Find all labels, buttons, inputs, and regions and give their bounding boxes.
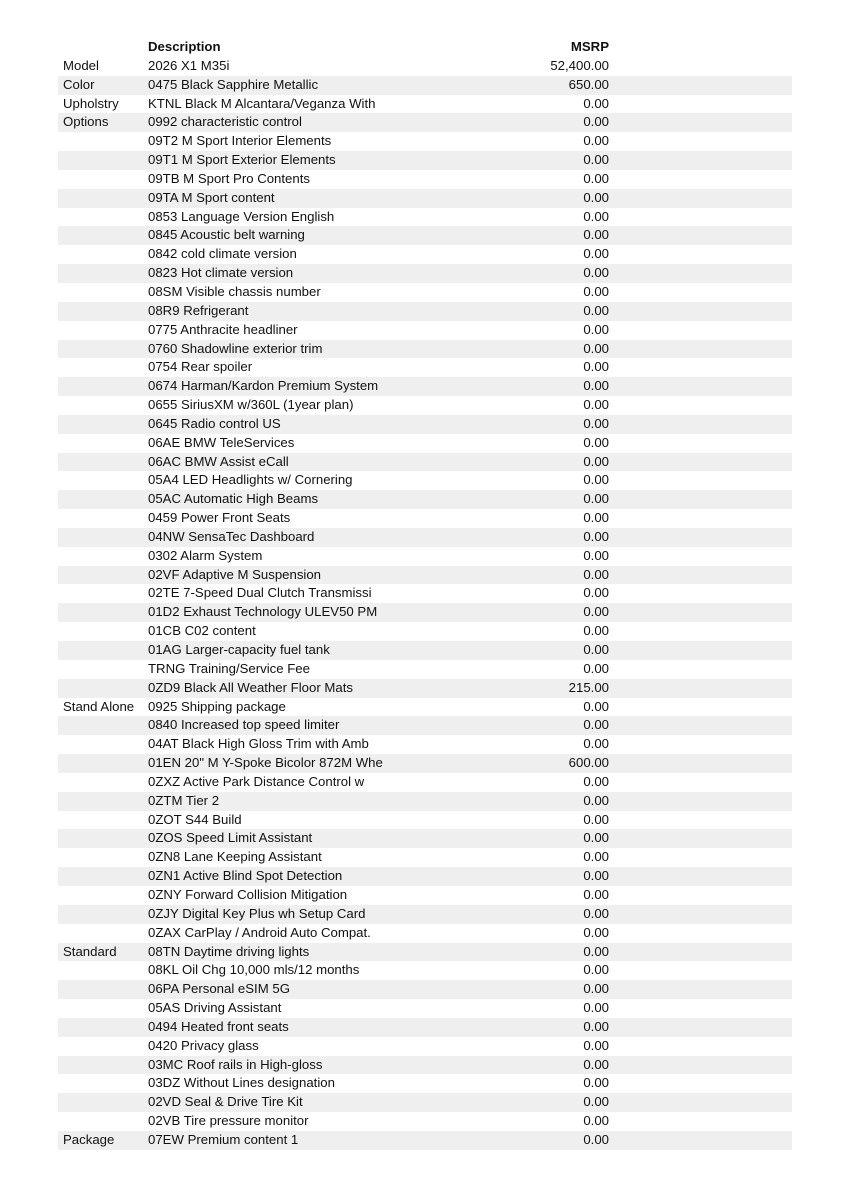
msrp-cell: 0.00 xyxy=(583,491,609,507)
table-row xyxy=(58,1037,792,1056)
msrp-cell: 0.00 xyxy=(583,528,609,544)
msrp-cell: 0.00 xyxy=(583,1037,609,1053)
description-cell: 0420 Privacy glass xyxy=(148,1037,259,1053)
msrp-cell: 0.00 xyxy=(583,943,609,959)
msrp-cell: 0.00 xyxy=(583,359,609,375)
table-row xyxy=(58,811,792,830)
description-cell: 0925 Shipping package xyxy=(148,698,286,714)
table-row xyxy=(58,1093,792,1112)
msrp-cell: 0.00 xyxy=(583,1075,609,1091)
description-cell: 02VD Seal & Drive Tire Kit xyxy=(148,1094,303,1110)
table-row xyxy=(58,189,792,208)
description-cell: 0ZN1 Active Blind Spot Detection xyxy=(148,868,343,884)
table-row xyxy=(58,434,792,453)
msrp-cell: 0.00 xyxy=(583,133,609,149)
table-row xyxy=(58,603,792,622)
description-cell: 01CB C02 content xyxy=(148,623,256,639)
description-cell: 09T2 M Sport Interior Elements xyxy=(148,133,332,149)
msrp-cell: 0.00 xyxy=(583,170,609,186)
table-row xyxy=(58,566,792,585)
msrp-cell: 0.00 xyxy=(583,981,609,997)
table-row xyxy=(58,321,792,340)
table-row xyxy=(58,283,792,302)
description-cell: 0674 Harman/Kardon Premium System xyxy=(148,378,379,394)
table-row xyxy=(58,584,792,603)
msrp-cell: 0.00 xyxy=(583,189,609,205)
description-cell: 09TB M Sport Pro Contents xyxy=(148,170,310,186)
description-cell: 03DZ Without Lines designation xyxy=(148,1075,335,1091)
description-cell: 0ZN8 Lane Keeping Assistant xyxy=(148,849,322,865)
table-row xyxy=(58,867,792,886)
table-row xyxy=(58,528,792,547)
msrp-cell: 0.00 xyxy=(583,378,609,394)
description-cell: 04AT Black High Gloss Trim with Amb xyxy=(148,736,369,752)
description-cell: 09TA M Sport content xyxy=(148,189,275,205)
table-row xyxy=(58,886,792,905)
msrp-cell: 0.00 xyxy=(583,1094,609,1110)
description-cell: 08SM Visible chassis number xyxy=(148,283,321,299)
table-row xyxy=(58,622,792,641)
msrp-cell: 215.00 xyxy=(568,679,609,695)
description-cell: 02VB Tire pressure monitor xyxy=(148,1113,309,1129)
description-cell: 0ZOT S44 Build xyxy=(148,811,242,827)
msrp-cell: 0.00 xyxy=(583,792,609,808)
table-row xyxy=(58,848,792,867)
msrp-cell: 0.00 xyxy=(583,95,609,111)
msrp-cell: 0.00 xyxy=(583,152,609,168)
description-cell: 0842 cold climate version xyxy=(148,246,297,262)
msrp-cell: 0.00 xyxy=(583,566,609,582)
category-cell: Model xyxy=(63,57,99,73)
table-row xyxy=(58,999,792,1018)
msrp-cell: 0.00 xyxy=(583,660,609,676)
table-row xyxy=(58,1018,792,1037)
msrp-cell: 0.00 xyxy=(583,453,609,469)
msrp-cell: 0.00 xyxy=(583,340,609,356)
msrp-cell: 0.00 xyxy=(583,114,609,130)
msrp-cell: 0.00 xyxy=(583,1000,609,1016)
description-cell: 03MC Roof rails in High-gloss xyxy=(148,1056,323,1072)
description-cell: 0754 Rear spoiler xyxy=(148,359,253,375)
msrp-cell: 0.00 xyxy=(583,547,609,563)
msrp-cell: 0.00 xyxy=(583,397,609,413)
description-cell: 02TE 7-Speed Dual Clutch Transmissi xyxy=(148,585,372,601)
msrp-cell: 52,400.00 xyxy=(550,57,609,73)
msrp-cell: 0.00 xyxy=(583,472,609,488)
msrp-cell: 0.00 xyxy=(583,830,609,846)
msrp-cell: 0.00 xyxy=(583,415,609,431)
description-cell: 01AG Larger-capacity fuel tank xyxy=(148,642,330,657)
table-body xyxy=(58,57,792,1150)
table-row xyxy=(58,453,792,472)
table-row xyxy=(58,716,792,735)
description-cell: 05A4 LED Headlights w/ Cornering xyxy=(148,472,353,488)
table-row xyxy=(58,698,792,717)
msrp-cell: 0.00 xyxy=(583,924,609,940)
table-row xyxy=(58,660,792,679)
description-cell: 09T1 M Sport Exterior Elements xyxy=(148,152,336,168)
description-cell: 0840 Increased top speed limiter xyxy=(148,717,340,733)
table-row xyxy=(58,980,792,999)
table-row xyxy=(58,113,792,132)
description-cell: 04NW SensaTec Dashboard xyxy=(148,528,315,544)
msrp-cell: 0.00 xyxy=(583,698,609,714)
table-row xyxy=(58,943,792,962)
table-row xyxy=(58,754,792,773)
table-row xyxy=(58,396,792,415)
category-cell: Color xyxy=(63,76,95,92)
description-cell: 0494 Heated front seats xyxy=(148,1018,289,1034)
description-cell: 0ZOS Speed Limit Assistant xyxy=(148,830,313,846)
table-row xyxy=(58,1112,792,1131)
msrp-cell: 0.00 xyxy=(583,886,609,902)
msrp-cell: 0.00 xyxy=(583,642,609,657)
msrp-cell: 0.00 xyxy=(583,773,609,789)
msrp-cell: 0.00 xyxy=(583,811,609,827)
table-row xyxy=(58,735,792,754)
table-row xyxy=(58,170,792,189)
table-row xyxy=(58,490,792,509)
table-row xyxy=(58,151,792,170)
description-cell: 01D2 Exhaust Technology ULEV50 PM xyxy=(148,604,378,620)
table-row xyxy=(58,471,792,490)
description-cell: KTNL Black M Alcantara/Veganza With xyxy=(148,95,376,111)
msrp-cell: 650.00 xyxy=(568,76,609,92)
category-cell: Stand Alone xyxy=(63,698,135,714)
table-row xyxy=(58,1131,792,1150)
msrp-cell: 0.00 xyxy=(583,585,609,601)
table-row xyxy=(58,76,792,95)
description-cell: 01EN 20" M Y-Spoke Bicolor 872M Whe xyxy=(148,755,383,771)
msrp-cell: 0.00 xyxy=(583,717,609,733)
msrp-cell: 600.00 xyxy=(568,755,609,771)
msrp-cell: 0.00 xyxy=(583,1056,609,1072)
msrp-cell: 0.00 xyxy=(583,623,609,639)
description-cell: 06AC BMW Assist eCall xyxy=(148,453,289,469)
description-cell: 0823 Hot climate version xyxy=(148,265,294,281)
description-cell: 0760 Shadowline exterior trim xyxy=(148,340,323,356)
description-cell: 0475 Black Sapphire Metallic xyxy=(148,76,319,92)
msrp-cell: 0.00 xyxy=(583,246,609,262)
msrp-cell: 0.00 xyxy=(583,510,609,526)
description-cell: 0845 Acoustic belt warning xyxy=(148,227,305,243)
description-cell: 0ZAX CarPlay / Android Auto Compat. xyxy=(148,924,371,940)
description-cell: 0ZD9 Black All Weather Floor Mats xyxy=(148,679,353,695)
description-cell: 08KL Oil Chg 10,000 mls/12 months xyxy=(148,962,360,978)
table-row xyxy=(58,302,792,321)
table-row xyxy=(58,1056,792,1075)
table-row xyxy=(58,264,792,283)
description-cell: 0655 SiriusXM w/360L (1year plan) xyxy=(148,397,354,413)
description-cell: 0645 Radio control US xyxy=(148,415,281,431)
description-column-header: Description xyxy=(148,39,221,54)
msrp-cell: 0.00 xyxy=(583,227,609,243)
description-cell: 08TN Daytime driving lights xyxy=(148,943,310,959)
msrp-column-header: MSRP xyxy=(570,39,609,54)
table-row xyxy=(58,57,792,76)
description-cell: 0302 Alarm System xyxy=(148,547,263,563)
category-cell: Package xyxy=(63,1131,115,1147)
table-row xyxy=(58,679,792,698)
msrp-cell: 0.00 xyxy=(583,1018,609,1034)
description-cell: 05AC Automatic High Beams xyxy=(148,491,319,507)
description-cell: 0ZJY Digital Key Plus wh Setup Card xyxy=(148,905,366,921)
description-cell: 0775 Anthracite headliner xyxy=(148,321,298,337)
msrp-table xyxy=(58,38,792,1150)
table-row xyxy=(58,547,792,566)
msrp-cell: 0.00 xyxy=(583,321,609,337)
msrp-cell: 0.00 xyxy=(583,736,609,752)
msrp-cell: 0.00 xyxy=(583,868,609,884)
msrp-cell: 0.00 xyxy=(583,962,609,978)
table-row xyxy=(58,340,792,359)
table-row xyxy=(58,509,792,528)
table-row xyxy=(58,905,792,924)
description-cell: 07EW Premium content 1 xyxy=(148,1131,299,1147)
table-row xyxy=(58,358,792,377)
table-row xyxy=(58,792,792,811)
msrp-cell: 0.00 xyxy=(583,265,609,281)
table-row xyxy=(58,829,792,848)
msrp-cell: 0.00 xyxy=(583,1131,609,1147)
table-row xyxy=(58,95,792,114)
description-cell: 0ZNY Forward Collision Mitigation xyxy=(148,886,348,902)
msrp-cell: 0.00 xyxy=(583,905,609,921)
table-row xyxy=(58,132,792,151)
description-cell: 05AS Driving Assistant xyxy=(148,1000,282,1016)
table-row xyxy=(58,641,792,660)
msrp-cell: 0.00 xyxy=(583,283,609,299)
category-cell: Standard xyxy=(63,943,117,959)
table-row xyxy=(58,1074,792,1093)
description-cell: TRNG Training/Service Fee xyxy=(148,660,310,676)
table-row xyxy=(58,208,792,227)
table-row xyxy=(58,773,792,792)
description-cell: 0992 characteristic control xyxy=(148,114,302,130)
description-cell: 06PA Personal eSIM 5G xyxy=(148,981,290,997)
table-row xyxy=(58,245,792,264)
msrp-cell: 0.00 xyxy=(583,1113,609,1129)
description-cell: 0853 Language Version English xyxy=(148,208,335,224)
table-row xyxy=(58,415,792,434)
table-row xyxy=(58,961,792,980)
description-cell: 02VF Adaptive M Suspension xyxy=(148,566,322,582)
table-row xyxy=(58,377,792,396)
table-row xyxy=(58,924,792,943)
description-cell: 0459 Power Front Seats xyxy=(148,510,291,526)
msrp-cell: 0.00 xyxy=(583,849,609,865)
description-cell: 2026 X1 M35i xyxy=(148,57,230,73)
category-cell: Upholstry xyxy=(63,95,119,111)
description-cell: 08R9 Refrigerant xyxy=(148,302,249,318)
description-cell: 06AE BMW TeleServices xyxy=(148,434,295,450)
msrp-cell: 0.00 xyxy=(583,302,609,318)
msrp-cell: 0.00 xyxy=(583,434,609,450)
table-header xyxy=(58,38,792,57)
category-cell: Options xyxy=(63,114,109,130)
msrp-cell: 0.00 xyxy=(583,208,609,224)
description-cell: 0ZTM Tier 2 xyxy=(148,792,220,808)
description-cell: 0ZXZ Active Park Distance Control w xyxy=(148,773,365,789)
table-row xyxy=(58,226,792,245)
msrp-cell: 0.00 xyxy=(583,604,609,620)
